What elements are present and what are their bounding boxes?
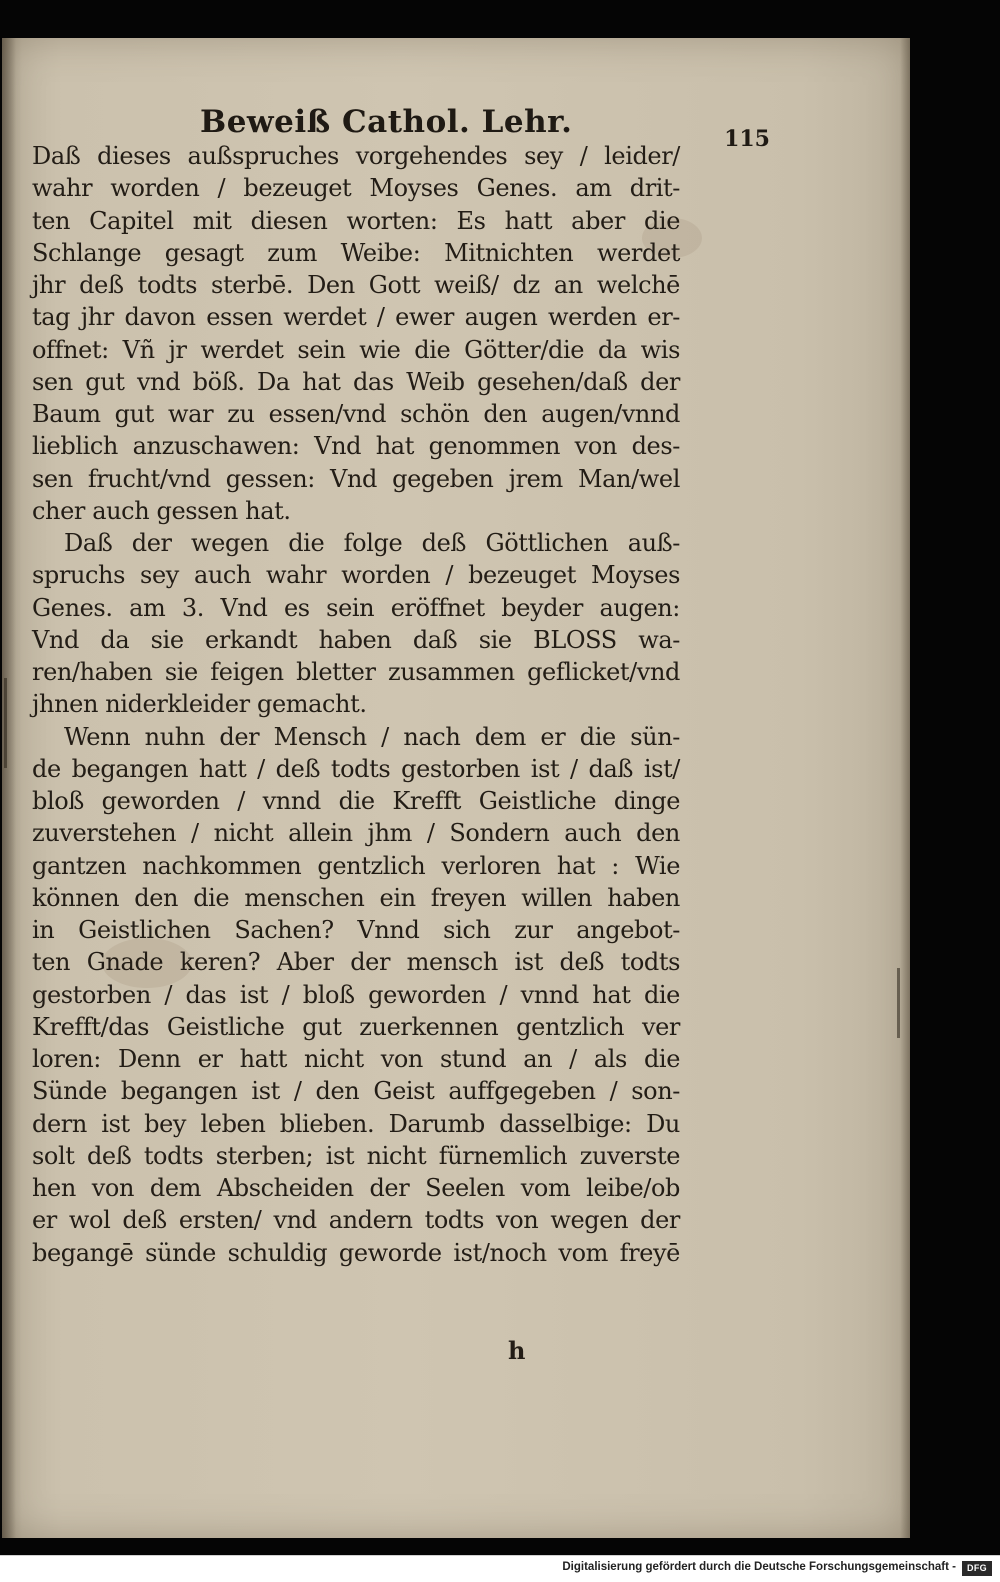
text-line: de begangen hatt / deß todts gestorben ist / daß ist/ [32,754,680,783]
text-line: Sünde begangen ist / den Geist auffgegeben / son- [32,1077,680,1106]
text-line: Schlange gesagt zum Weibe: Mitnichten werdet [32,238,680,267]
footer-bar [0,1555,1000,1582]
text-line: in Geistlichen Sachen? Vnnd sich zur angebot- [32,916,680,944]
dfg-logo: DFG [962,1561,992,1576]
text-line: bloß geworden / vnnd die Krefft Geistliche dinge [32,787,680,815]
text-line: Daß der wegen die folge deß Göttlichen auß- [64,529,680,557]
text-line: hen von dem Abscheiden der Seelen vom leibe/ob [32,1174,680,1202]
margin-mark [897,968,900,1038]
text-line: sen gut vnd böß. Da hat das Weib gesehen/daß der [32,367,680,396]
text-line: spruchs sey auch wahr worden / bezeuget Moyses [32,561,680,590]
text-line: zuverstehen / nicht allein jhm / Sondern auch den [32,819,680,848]
text-line: gantzen nachkommen gentzlich verloren hat : Wie [32,851,680,880]
text-line: tag jhr davon essen werdet / ewer augen werden er- [32,303,680,332]
text-line: sen frucht/vnd gessen: Vnd gegeben jrem Man/wel [32,464,680,493]
text-line: Vnd da sie erkandt haben daß sie BLOSS wa- [32,625,680,654]
text-line: begangē sünde schuldig geworde ist/noch vom freyē [32,1238,680,1267]
text-line: Baum gut war zu essen/vnd schön den augen/vnnd [32,400,680,428]
text-line: dern ist bey leben blieben. Darumb dasselbige: Du [32,1109,680,1138]
text-line: können den die menschen ein freyen willen haben [32,883,680,912]
text-line: cher auch gessen hat. [32,496,291,525]
text-line: lieblich anzuschawen: Vnd hat genommen von des- [32,432,680,461]
page-number: 115 [724,126,770,152]
text-line: Krefft/das Geistliche gut zuerkennen gentzlich ver [32,1012,680,1041]
text-line: Wenn nuhn der Mensch / nach dem er die sün- [64,722,680,751]
text-line: loren: Denn er hatt nicht von stund an / als die [32,1045,680,1073]
text-line: jhr deß todts sterbē. Den Gott weiß/ dz an welchē [32,271,680,299]
text-line: ren/haben sie feigen bletter zusammen geflicket/vnd [32,658,680,686]
text-line: wahr worden / bezeuget Moyses Genes. am drit- [32,174,680,203]
text-line: solt deß todts sterben; ist nicht fürnemlich zuverste [32,1141,680,1170]
body-text [32,140,680,1269]
text-line: offnet: Vñ jr werdet sein wie die Götter/die da wis [32,335,680,364]
text-line: ten Capitel mit diesen worten: Es hatt aber die [32,206,680,235]
text-line: er wol deß ersten/ vnd andern todts von wegen der [32,1206,680,1235]
running-head: Beweiß Cathol. Lehr. [200,104,573,140]
page-shadow-right [900,38,910,1538]
text-line: gestorben / das ist / bloß geworden / vnnd hat die [32,980,680,1009]
text-line: jhnen niderkleider gemacht. [32,690,367,719]
signature-mark: h [508,1336,526,1365]
text-line: ten Gnade keren? Aber der mensch ist deß todts [32,948,680,977]
text-line: Daß dieses außspruches vorgehendes sey / leider/ [32,142,680,170]
text-line: Genes. am 3. Vnd es sein eröffnet beyder augen: [32,593,680,622]
margin-mark [4,678,7,768]
page-shadow-left [2,38,16,1538]
funding-credit: Digitalisierung gefördert durch die Deutsche Forschungsgemeinschaft - [562,1561,956,1573]
